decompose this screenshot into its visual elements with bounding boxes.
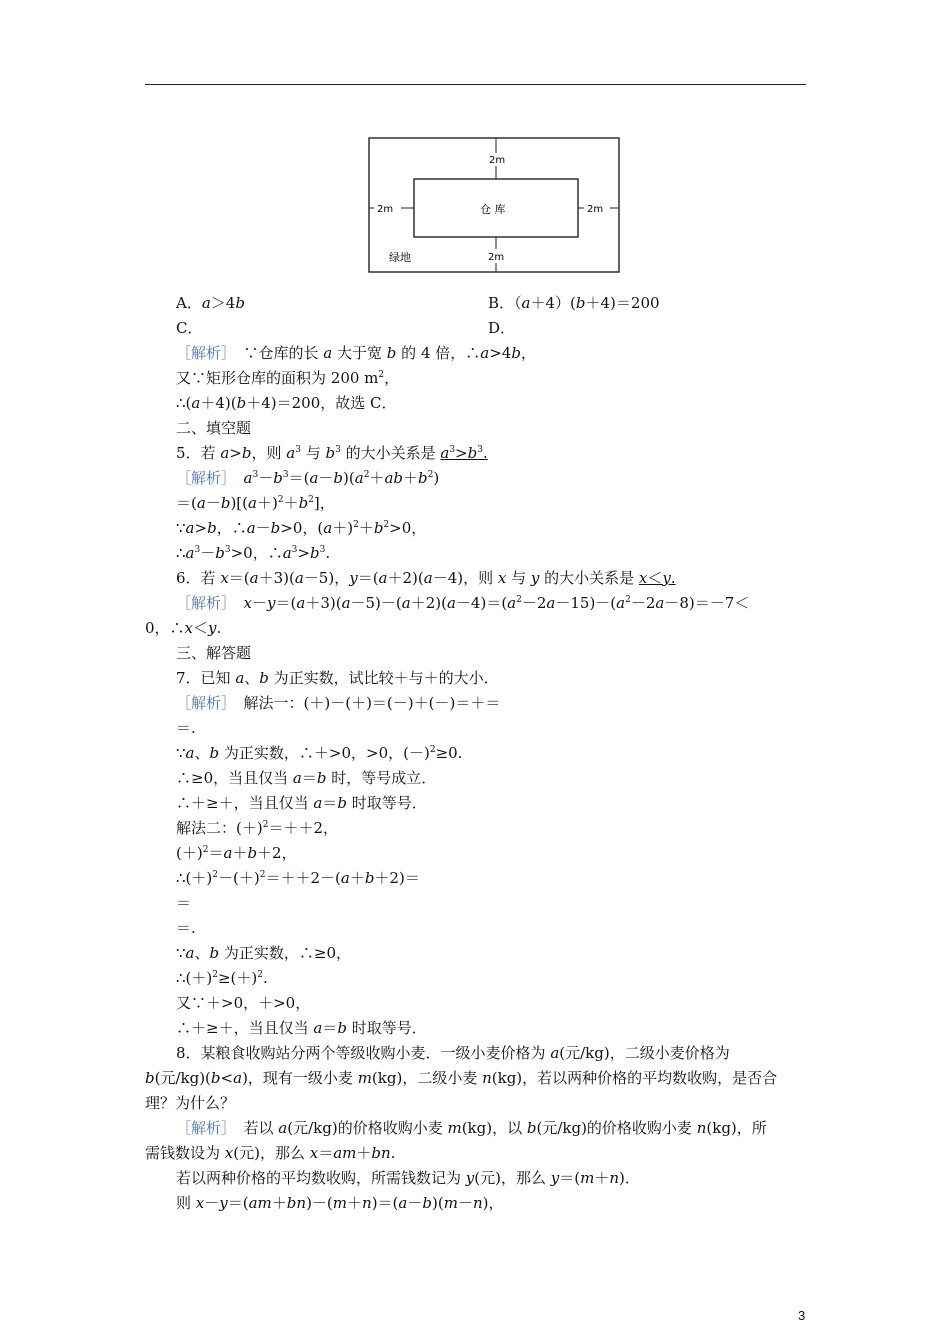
analysis-4-line3: ∴(a＋4)(b＋4)＝200，故选 C． xyxy=(176,394,397,412)
analysis-7-line7: $(+)^2=a+b+2$， xyxy=(176,844,297,862)
analysis-8-line1: ［解析］ 若以 a(元/kg)的价格收购小麦 m(kg)，以 b(元/kg)的价格收购小麦 n(kg)，所 xyxy=(176,1119,767,1137)
analysis-5-line2: $=(a-b)[(a+)^2+b^2]$， xyxy=(176,494,335,512)
analysis-8-line3: 若以两种价格的平均数收购，所需钱数记为 y(元)，那么 y＝(m＋n)． xyxy=(176,1169,640,1187)
dim-bottom-label: 2m xyxy=(488,252,505,263)
problem-5: 5．若 a>b，则 $a^3$ 与 $b^3$ 的大小关系是 $a^3>b^3$. xyxy=(176,444,488,462)
section-solve: 三、解答题 xyxy=(176,644,252,662)
analysis-7-line12: $\therefore(+)^2\ge(+)^2$. xyxy=(176,969,268,987)
section-fill-blank: 二、填空题 xyxy=(176,419,252,437)
analysis-8-line2: 需钱数设为 x(元)，那么 x＝am＋bn. xyxy=(145,1144,396,1162)
analysis-7-line13: 又∵＋>0，＋>0， xyxy=(176,994,311,1012)
header-rule xyxy=(145,84,806,85)
analysis-7-line1: ［解析］ 解法一：(＋)－(＋)＝(－)＋(－)＝＋＝ xyxy=(176,694,501,712)
analysis-7-line5: ∴＋≥＋，当且仅当 a＝b 时取等号． xyxy=(176,794,427,812)
analysis-7-line2: ＝. xyxy=(176,719,196,737)
problem-7: 7．已知 a、b 为正实数，试比较＋与＋的大小． xyxy=(176,669,499,687)
analysis-7-line10: ＝. xyxy=(176,919,196,937)
analysis-tag: ［解析］ xyxy=(176,344,229,362)
analysis-8-line4: 则 x－y＝(am＋bn)－(m＋n)＝(a－b)(m－n)， xyxy=(176,1194,504,1212)
analysis-7-line14: ∴＋≥＋，当且仅当 a＝b 时取等号． xyxy=(176,1019,427,1037)
analysis-4-line2: 又∵矩形仓库的面积为 200 $m^2$， xyxy=(176,369,400,387)
analysis-7-line3: ∵a、b 为正实数，∴＋>0，>0，$(-)^2\ge 0$. xyxy=(176,744,463,762)
analysis-5-line1: ［解析］ $a^3-b^3=(a-b)(a^2+ab+b^2)$ xyxy=(176,469,440,487)
analysis-5-line4: $\therefore a^3-b^3>0$，$\therefore a^3>b^3$. xyxy=(176,544,331,562)
analysis-7-line9: ＝ xyxy=(176,894,192,912)
dim-top-label: 2m xyxy=(489,155,506,166)
warehouse-label: 仓 库 xyxy=(480,203,506,216)
page-number: 3 xyxy=(798,1308,806,1323)
analysis-4-line1: ［解析］ ∵仓库的长 a 大于宽 b 的 4 倍，∴a>4b， xyxy=(176,344,536,362)
analysis-6-line1: ［解析］ $x-y=(a+3)(a-5)-(a+2)(a-4)=(a^2-2a-15)-(a^2-2a-8)=-7<$ xyxy=(176,594,750,612)
analysis-7-line4: ∴≥0，当且仅当 a＝b 时，等号成立． xyxy=(176,769,437,787)
dim-right-label: 2m xyxy=(587,204,604,215)
option-b: B．（a＋4）(b＋4)＝200 xyxy=(488,294,660,312)
problem-8-line3: 理？为什么？ xyxy=(145,1094,236,1112)
analysis-6-line2: 0，∴x＜y. xyxy=(145,619,222,637)
problem-8-line2: b(元/kg)(b<a)，现有一级小麦 m(kg)，二级小麦 n(kg)，若以两种价格的平均数收购，是否合 xyxy=(145,1069,778,1087)
analysis-7-line8: $\therefore(+)^2-(+)^2=++2-(a+b+2)=$ xyxy=(176,869,420,887)
green-area-label: 绿地 xyxy=(389,251,411,264)
analysis-7-line6: 解法二：$(+)^2=++2$， xyxy=(176,819,338,837)
analysis-7-line11: ∵a、b 为正实数，∴≥0， xyxy=(176,944,352,962)
problem-8-line1: 8．某粮食收购站分两个等级收购小麦．一级小麦价格为 a(元/kg)，二级小麦价格为 xyxy=(176,1044,730,1062)
problem-6: 6．若 x＝(a＋3)(a－5)，y＝(a＋2)(a－4)，则 x 与 y 的大小关系是 x＜y. xyxy=(176,569,676,587)
analysis-5-line3: ∵a>b，∴a－b>0，$(a+)^2+b^2>0$， xyxy=(176,519,427,537)
warehouse-diagram xyxy=(368,137,622,275)
option-d: D． xyxy=(488,319,516,337)
option-a: A．a＞4b xyxy=(176,294,245,312)
option-c: C． xyxy=(176,319,203,337)
dim-left-label: 2m xyxy=(377,204,394,215)
